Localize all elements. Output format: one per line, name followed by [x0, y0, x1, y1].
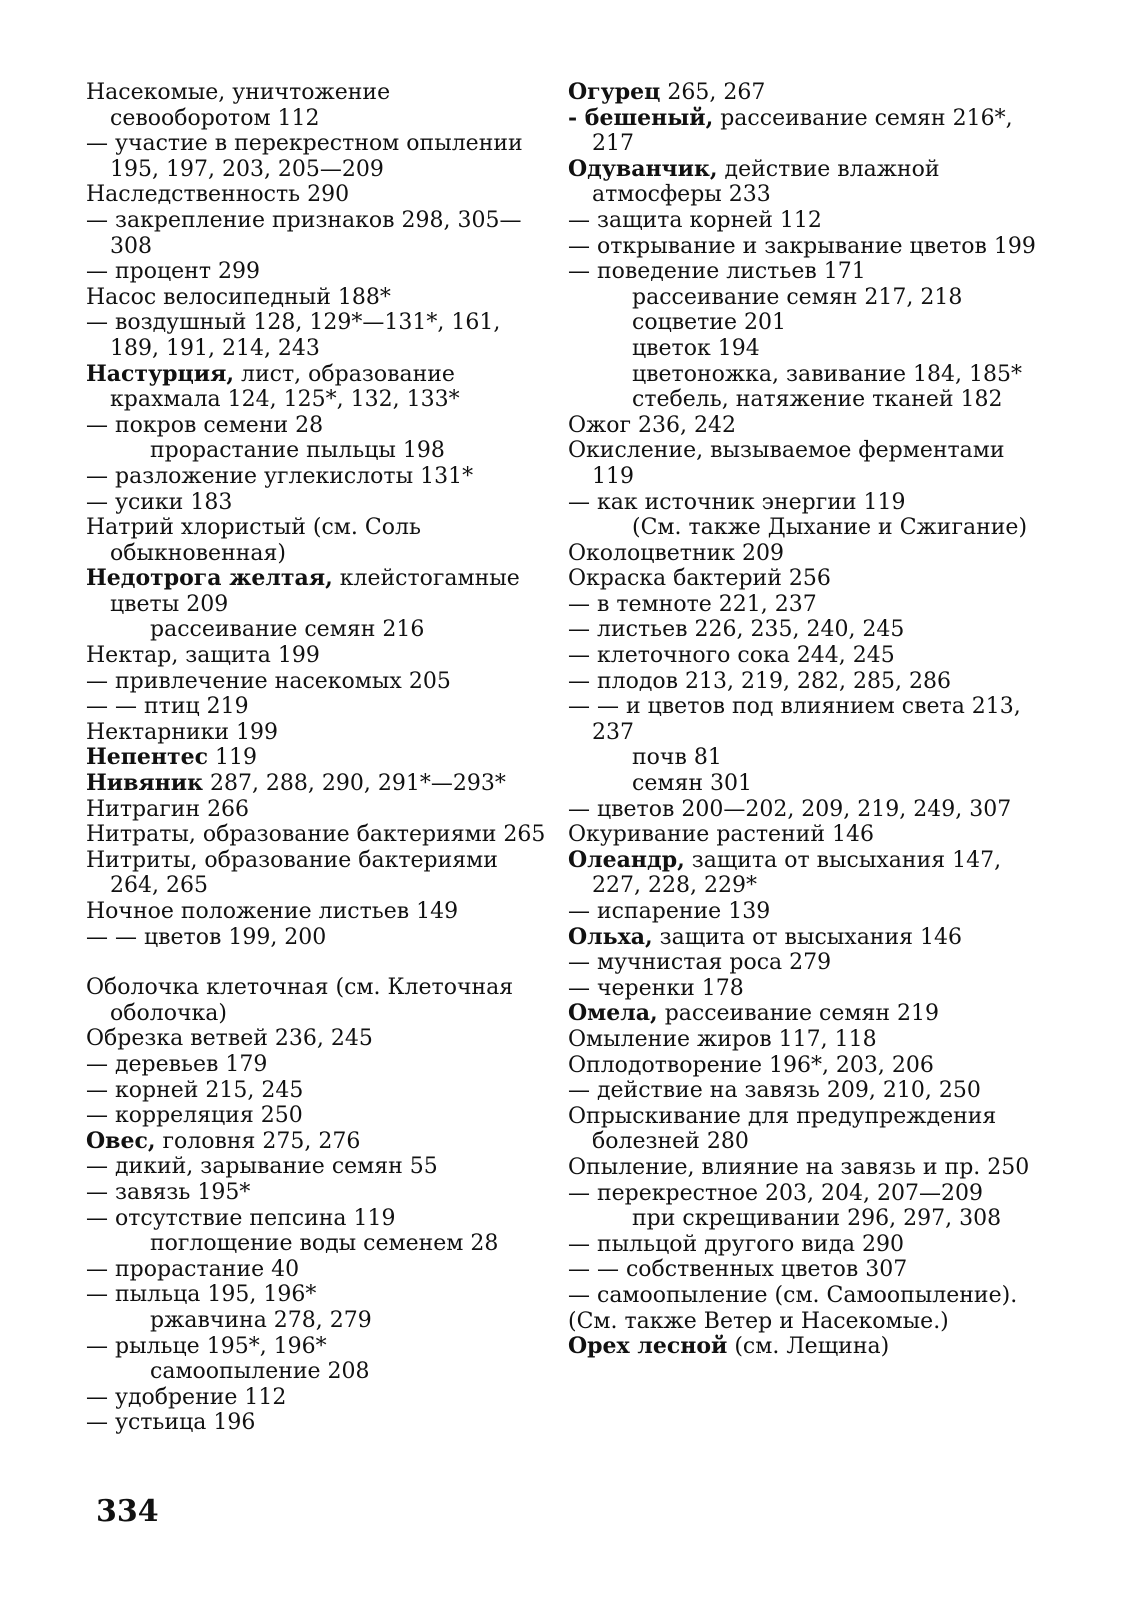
index-entry: [86, 208, 546, 259]
index-entry: [568, 336, 1038, 362]
index-entry-text: — черенки 178: [568, 975, 744, 1001]
index-entry: [86, 1078, 546, 1104]
index-entry-text: рассеивание семян 216: [150, 617, 425, 643]
index-entry-text: — корреляция 250: [86, 1103, 303, 1129]
index-entry: [86, 438, 546, 464]
index-entry: [86, 285, 546, 311]
index-entry: [568, 822, 1038, 848]
index-entry: [568, 259, 1038, 285]
index-entry-text: — — собственных цветов 307: [568, 1257, 908, 1283]
index-entry-text: — разложение углекислоты 131*: [86, 463, 474, 489]
index-entry: [86, 643, 546, 669]
index-entry: [568, 1181, 1038, 1207]
index-entry-text: (См. также Дыхание и Сжигание): [632, 515, 1028, 541]
index-entry-text: — испарение 139: [568, 899, 771, 924]
index-entry-text: действие влажной атмосферы 233: [592, 156, 940, 208]
index-entry-text: — корней 215, 245: [86, 1077, 304, 1103]
index-entry-text: — действие на завязь 209, 210, 250: [568, 1078, 981, 1104]
index-entry: [86, 182, 546, 208]
index-entry-text: Ночное положение листьев 149: [86, 899, 459, 924]
index-entry-headword: Олеандр,: [568, 846, 685, 873]
index-entry: [568, 285, 1038, 311]
index-entry-text: — усики 183: [86, 489, 233, 515]
index-entry-headword: Непентес: [86, 744, 209, 771]
index-entry-text: ржавчина 278, 279: [150, 1307, 372, 1333]
index-entry-text: стебель, натяжение тканей 182: [632, 387, 1003, 413]
index-entry-text: — плодов 213, 219, 282, 285, 286: [568, 668, 951, 694]
index-entry-text: клейстогамные цветы 209: [110, 566, 520, 617]
index-entry-text: головня 275, 276: [155, 1128, 361, 1154]
index-entry: [568, 617, 1038, 643]
index-entry: [568, 1053, 1038, 1079]
index-entry-text: — пыльцой другого вида 290: [568, 1231, 904, 1257]
index-entry-text: — листьев 226, 235, 240, 245: [568, 617, 905, 643]
index-entry-text: — защита корней 112: [568, 207, 822, 233]
index-entry-text: — клеточного сока 244, 245: [568, 643, 895, 669]
index-entry-text: — удобрение 112: [86, 1384, 287, 1410]
index-entry: [568, 848, 1038, 899]
index-entry: [568, 310, 1038, 336]
index-entry-text: Омыление жиров 117, 118: [568, 1026, 877, 1052]
index-entry-text: цветоножка, завивание 184, 185*: [632, 361, 1022, 387]
index-entry-text: защита от высыхания 146: [652, 924, 962, 950]
index-entry-text: рассеивание семян 216*, 217: [592, 105, 1013, 157]
index-entry: [568, 362, 1038, 388]
index-entry: [568, 208, 1038, 234]
index-entry: [86, 490, 546, 516]
index-entry-headword: Нивяник: [86, 770, 203, 797]
index-entry: [86, 1154, 546, 1180]
index-entry-text: — — цветов 199, 200: [86, 924, 327, 950]
index-entry: [86, 259, 546, 285]
index-entry: [86, 1282, 546, 1308]
index-entry: [568, 1257, 1038, 1283]
index-entry-text: семян 301: [632, 771, 752, 797]
index-entry-text: — — и цветов под влиянием света 213, 237: [568, 694, 1021, 745]
index-entry-text: — деревьев 179: [86, 1051, 268, 1077]
index-entry-headword: Ольха,: [568, 923, 653, 950]
index-entry: [86, 1052, 546, 1078]
index-entry: [86, 515, 546, 566]
index-entry: [86, 1103, 546, 1129]
index-entry: [86, 413, 546, 439]
index-entry-text: — отсутствие пепсина 119: [86, 1205, 396, 1231]
index-entry-text: — закрепление признаков 298, 305—308: [86, 207, 522, 259]
index-entry-text: — участие в перекрестном опылении 195, 197, 203, 205—209: [86, 131, 523, 182]
index-entry-text: — рыльце 195*, 196*: [86, 1333, 327, 1359]
index-entry-headword: - бешеный,: [568, 104, 714, 131]
index-entry: [568, 925, 1038, 951]
index-entry-text: (см. Лещина): [727, 1334, 890, 1360]
index-entry-text: лист, образование крахмала 124, 125*, 132, 133*: [110, 361, 460, 413]
index-entry-headword: Настурция,: [86, 360, 235, 387]
index-entry: [86, 1026, 546, 1052]
index-entry-text: прорастание пыльцы 198: [150, 438, 445, 464]
index-entry-text: 119: [208, 745, 257, 771]
index-entry: [568, 106, 1038, 157]
index-entry: [86, 617, 546, 643]
index-entry: [568, 643, 1038, 669]
index-entry-text: почв 81: [632, 745, 722, 771]
index-entry: [568, 490, 1038, 516]
index-entry-text: защита от высыхания 147, 227, 228, 229*: [592, 847, 1002, 899]
index-entry: [86, 566, 546, 617]
index-entry-text: Опрыскивание для предупреждения болезней 280: [568, 1103, 997, 1155]
index-entry: [568, 541, 1038, 567]
index-entry: [568, 1334, 1038, 1360]
index-entry-text: Натрий хлористый (см. Соль обыкновенная): [86, 515, 421, 566]
index-entry: [86, 1231, 546, 1257]
index-entry: [86, 797, 546, 823]
index-entry-text: — открывание и закрывание цветов 199: [568, 233, 1036, 259]
index-entry: [568, 234, 1038, 260]
index-entry-text: Насекомые, уничтожение севооборотом 112: [86, 80, 391, 131]
index-entry: [86, 1308, 546, 1334]
index-entry: [86, 1359, 546, 1385]
index-entry-text: — цветов 200—202, 209, 219, 249, 307: [568, 796, 1012, 822]
index-entry: [568, 797, 1038, 823]
index-entry: [86, 1410, 546, 1436]
index-entry-headword: Огурец: [568, 79, 661, 105]
index-entry: [568, 1309, 1038, 1335]
index-entry: [86, 1257, 546, 1283]
index-entry: [86, 362, 546, 413]
index-entry: [568, 1206, 1038, 1232]
index-entry-text: — как источник энергии 119: [568, 489, 906, 515]
index-entry-text: 287, 288, 290, 291*—293*: [202, 771, 506, 797]
index-entry: [86, 1129, 546, 1155]
index-entry: [568, 157, 1038, 208]
index-entry: [86, 771, 546, 797]
index-entry: [86, 1180, 546, 1206]
index-entry: [568, 515, 1038, 541]
index-entry-text: 265, 267: [660, 80, 766, 105]
index-entry: [86, 720, 546, 746]
page-number: 334: [96, 1494, 159, 1529]
section-gap: [86, 950, 546, 975]
index-entry: [86, 694, 546, 720]
index-entry: [568, 566, 1038, 592]
index-entry: [568, 976, 1038, 1002]
index-entry-headword: Одуванчик,: [568, 155, 718, 182]
index-entry: [568, 899, 1038, 925]
index-entry-text: — — птиц 219: [86, 694, 249, 720]
index-entry-text: Нектар, защита 199: [86, 643, 320, 669]
index-entry-text: Насос велосипедный 188*: [86, 284, 391, 310]
index-entry-text: — процент 299: [86, 259, 260, 285]
index-entry: [568, 1001, 1038, 1027]
index-entry: [86, 822, 546, 848]
index-entry-text: — поведение листьев 171: [568, 259, 866, 285]
index-entry-text: — прорастание 40: [86, 1256, 300, 1282]
index-entry: [86, 899, 546, 925]
index-entry: [568, 694, 1038, 745]
index-entry-text: при скрещивании 296, 297, 308: [632, 1206, 1002, 1232]
index-entry: [86, 1385, 546, 1411]
index-entry: [86, 80, 546, 131]
index-entry: [568, 413, 1038, 439]
index-entry-text: — завязь 195*: [86, 1179, 251, 1205]
index-entry-text: Нектарники 199: [86, 719, 279, 745]
index-entry-text: рассеивание семян 217, 218: [632, 284, 963, 310]
index-entry-text: Опыление, влияние на завязь и пр. 250: [568, 1154, 1030, 1180]
index-entry: [568, 592, 1038, 618]
index-entry-text: Оплодотворение 196*, 203, 206: [568, 1052, 934, 1078]
index-entry: [568, 387, 1038, 413]
index-entry: [568, 771, 1038, 797]
index-entry-text: — воздушный 128, 129*—131*, 161, 189, 191, 214, 243: [86, 310, 501, 361]
index-entry-text: Обрезка ветвей 236, 245: [86, 1026, 373, 1052]
index-column-right: [568, 80, 1038, 1360]
index-entry: [568, 1027, 1038, 1053]
index-entry-text: — перекрестное 203, 204, 207—209: [568, 1180, 983, 1206]
index-entry-text: рассеивание семян 219: [657, 1001, 940, 1027]
index-entry: [568, 80, 1038, 106]
index-entry-text: — пыльца 195, 196*: [86, 1282, 317, 1308]
index-entry-text: Нитраты, образование бактериями 265: [86, 822, 546, 848]
index-entry-text: — мучнистая роса 279: [568, 950, 832, 976]
index-entry-headword: Орех лесной: [568, 1333, 728, 1360]
index-entry-text: Околоцветник 209: [568, 540, 785, 566]
index-entry: [86, 131, 546, 182]
index-entry-text: цветок 194: [632, 335, 760, 361]
index-entry-text: Окраска бактерий 256: [568, 566, 831, 592]
index-entry-text: Нитриты, образование бактериями 264, 265: [86, 847, 498, 899]
index-entry-text: (См. также Ветер и Насекомые.): [568, 1308, 949, 1334]
index-entry: [86, 1206, 546, 1232]
index-entry: [568, 1104, 1038, 1155]
index-entry-text: соцветие 201: [632, 310, 786, 336]
index-entry: [568, 438, 1038, 489]
index-entry-headword: Овес,: [86, 1127, 156, 1154]
index-entry: [86, 975, 546, 1026]
index-entry-text: — устьица 196: [86, 1410, 256, 1436]
index-entry: [86, 464, 546, 490]
index-entry: [568, 1155, 1038, 1181]
index-entry-text: Ожог 236, 242: [568, 412, 737, 438]
index-entry: [86, 848, 546, 899]
index-entry: [86, 310, 546, 361]
index-entry-headword: Недотрога желтая,: [86, 565, 333, 592]
index-entry-text: Наследственность 290: [86, 182, 350, 208]
index-entry-text: — привлечение насекомых 205: [86, 668, 451, 694]
index-entry: [568, 669, 1038, 695]
index-entry-text: — самоопыление (см. Самоопыление).: [568, 1282, 1018, 1308]
index-entry-text: Окисление, вызываемое ферментами 119: [568, 438, 1005, 489]
index-entry-text: — дикий, зарывание семян 55: [86, 1154, 438, 1180]
index-entry: [568, 1078, 1038, 1104]
index-entry: [568, 1232, 1038, 1258]
index-column-left: [86, 80, 546, 1436]
index-entry: [86, 669, 546, 695]
index-entry: [568, 950, 1038, 976]
index-entry-text: — в темноте 221, 237: [568, 591, 817, 617]
index-entry-text: Нитрагин 266: [86, 796, 250, 822]
index-entry: [86, 745, 546, 771]
index-entry: [568, 1283, 1038, 1309]
index-entry-text: поглощение воды семенем 28: [150, 1231, 499, 1257]
index-entry-text: Окуривание растений 146: [568, 822, 875, 848]
index-entry-headword: Омела,: [568, 1000, 658, 1027]
index-entry: [86, 925, 546, 951]
index-entry-text: Оболочка клеточная (см. Клеточная оболочка): [86, 975, 514, 1026]
index-entry: [568, 745, 1038, 771]
index-entry-text: самоопыление 208: [150, 1359, 370, 1385]
index-entry-text: — покров семени 28: [86, 412, 324, 438]
index-entry: [86, 1334, 546, 1360]
